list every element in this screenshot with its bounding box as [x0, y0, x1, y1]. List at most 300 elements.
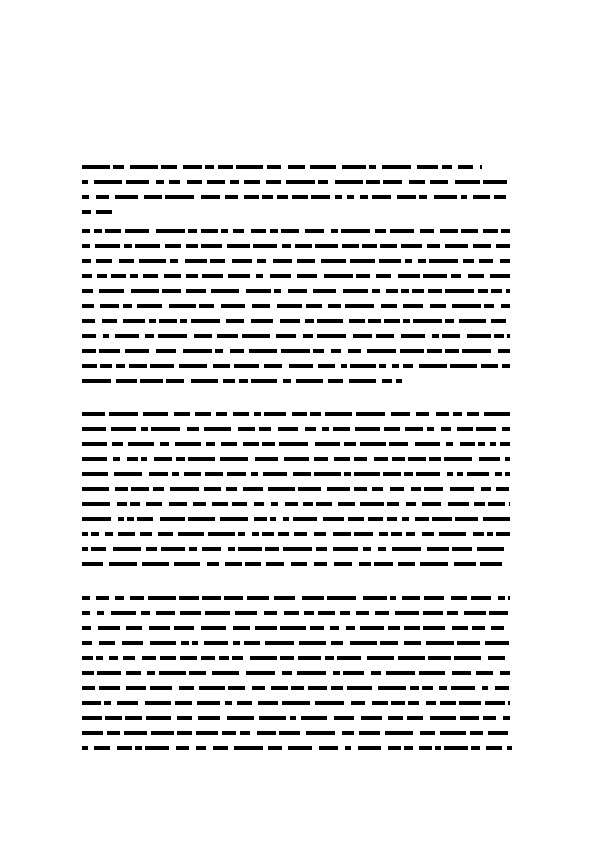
text-block [158, 334, 187, 338]
text-block [180, 656, 197, 660]
text-block [130, 274, 138, 278]
text-block [490, 442, 496, 446]
text-block [193, 502, 206, 506]
text-block [259, 427, 271, 431]
text-block [327, 487, 350, 491]
text-block [82, 364, 97, 368]
text-block [321, 259, 346, 263]
text-block [434, 195, 457, 199]
text-block [344, 442, 356, 446]
text-block [478, 289, 488, 293]
text-block [340, 611, 350, 615]
text-block [201, 656, 215, 660]
text-block [404, 746, 413, 750]
text-block [410, 686, 419, 690]
text-block [347, 195, 354, 199]
text-block [478, 442, 485, 446]
text-block [328, 304, 341, 308]
text-block [420, 562, 448, 566]
text-block [451, 596, 467, 600]
doc-subheading [82, 129, 242, 133]
text-block [169, 304, 196, 308]
text-block [252, 532, 259, 536]
text-block [439, 532, 466, 536]
text-block [202, 274, 223, 278]
text-block [440, 229, 458, 233]
text-block [256, 274, 263, 278]
text-block [263, 472, 287, 476]
text-block [259, 716, 286, 720]
text-block [489, 611, 508, 615]
text-block [467, 472, 489, 476]
text-block [141, 457, 147, 461]
text-block [327, 596, 356, 600]
text-block [292, 195, 308, 199]
text-block [262, 195, 273, 199]
text-block [91, 532, 99, 536]
text-block [111, 427, 136, 431]
text-block [404, 641, 421, 645]
text-block [257, 731, 276, 735]
text-block [310, 626, 324, 630]
text-block [406, 532, 415, 536]
text-block [467, 334, 491, 338]
text-block [115, 596, 124, 600]
text-block [476, 671, 493, 675]
text-block [501, 229, 510, 233]
text-block [189, 547, 197, 551]
text-block [249, 349, 277, 353]
text-block [112, 442, 123, 446]
text-block [477, 547, 504, 551]
text-block [82, 641, 92, 645]
text-block [278, 532, 289, 536]
text-block [146, 716, 171, 720]
text-block [95, 244, 120, 248]
text-block [402, 596, 420, 600]
text-block [323, 517, 344, 521]
text-block [314, 457, 328, 461]
text-block [96, 596, 109, 600]
text-block [270, 229, 278, 233]
text-block [156, 349, 176, 353]
text-block [181, 641, 189, 645]
text-block [472, 626, 485, 630]
paragraph-3-line [82, 472, 510, 476]
text-block [186, 289, 206, 293]
text-block [330, 626, 339, 630]
text-block [481, 364, 498, 368]
text-block [82, 716, 102, 720]
text-block [104, 701, 111, 705]
text-block [429, 457, 441, 461]
text-block [96, 210, 112, 214]
text-block [444, 457, 472, 461]
text-block [123, 656, 135, 660]
text-block [281, 229, 299, 233]
text-block [82, 259, 91, 263]
text-block [224, 596, 243, 600]
text-block [119, 259, 134, 263]
text-block [126, 686, 146, 690]
text-block [495, 686, 509, 690]
text-block [142, 562, 169, 566]
text-block [430, 180, 448, 184]
text-block [177, 731, 192, 735]
text-block [299, 641, 326, 645]
text-block [335, 195, 342, 199]
text-block [416, 412, 429, 416]
text-block [460, 716, 479, 720]
paragraph-4-line [82, 716, 510, 720]
text-block [380, 641, 398, 645]
text-block [461, 229, 478, 233]
text-block [473, 195, 490, 199]
text-block [315, 701, 344, 705]
text-block [186, 274, 198, 278]
text-block [82, 656, 93, 660]
text-block [205, 165, 214, 169]
text-block [417, 165, 438, 169]
text-block [98, 626, 120, 630]
text-block [174, 412, 190, 416]
text-block [427, 244, 440, 248]
text-block [333, 671, 340, 675]
text-block [382, 379, 392, 383]
text-block [277, 304, 302, 308]
text-block [176, 746, 189, 750]
text-block [111, 274, 126, 278]
text-block [174, 562, 200, 566]
text-block [447, 472, 453, 476]
text-block [143, 274, 158, 278]
text-block [296, 379, 323, 383]
text-block [298, 487, 321, 491]
text-block [207, 180, 225, 184]
paragraph-4-line [82, 686, 510, 690]
text-block [294, 532, 307, 536]
paragraph-4-line [82, 611, 510, 615]
text-block [175, 442, 201, 446]
text-block [401, 334, 425, 338]
text-block [140, 379, 163, 383]
paragraph-4-line [82, 656, 510, 660]
text-block [244, 180, 260, 184]
text-block [150, 686, 172, 690]
text-block [165, 195, 194, 199]
text-block [82, 671, 94, 675]
text-block [292, 412, 307, 416]
text-block [202, 596, 221, 600]
text-block [123, 304, 132, 308]
text-block [368, 517, 383, 521]
text-block [349, 319, 365, 323]
text-block [403, 364, 413, 368]
text-block [369, 165, 376, 169]
text-block [315, 244, 338, 248]
text-block [348, 349, 361, 353]
text-block [333, 532, 351, 536]
text-block [348, 517, 364, 521]
text-block [283, 379, 291, 383]
text-block [404, 626, 420, 630]
text-block [505, 472, 510, 476]
text-block [354, 472, 380, 476]
text-block [427, 547, 449, 551]
text-block [113, 457, 120, 461]
text-block [388, 626, 400, 630]
text-block [334, 562, 352, 566]
text-block [187, 180, 202, 184]
text-block [227, 472, 246, 476]
text-block [243, 442, 259, 446]
text-block [488, 502, 505, 506]
text-block [363, 596, 387, 600]
text-block [225, 195, 238, 199]
text-block [368, 319, 381, 323]
text-block [483, 180, 507, 184]
text-block [242, 334, 270, 338]
text-block [206, 442, 215, 446]
text-block [387, 502, 399, 506]
text-block [135, 746, 142, 750]
text-block [380, 244, 397, 248]
text-block [82, 442, 107, 446]
text-block [154, 457, 172, 461]
text-block [419, 746, 432, 750]
text-block [289, 364, 313, 368]
text-block [113, 547, 141, 551]
text-block [398, 656, 425, 660]
text-block [491, 319, 506, 323]
text-block [349, 379, 376, 383]
text-block [219, 656, 229, 660]
text-block [347, 686, 372, 690]
text-block [230, 349, 244, 353]
text-block [183, 165, 202, 169]
text-block [405, 259, 412, 263]
text-block [331, 229, 338, 233]
text-block [389, 442, 408, 446]
text-block [303, 502, 313, 506]
text-block [234, 746, 263, 750]
text-block [432, 517, 452, 521]
text-block [262, 532, 274, 536]
text-block [381, 304, 397, 308]
text-block [397, 195, 416, 199]
paragraph-1-line [82, 180, 510, 184]
text-block [105, 716, 122, 720]
text-block [459, 319, 486, 323]
text-block [201, 229, 218, 233]
text-block [127, 517, 134, 521]
text-block [343, 671, 364, 675]
text-block [496, 532, 510, 536]
text-block [116, 364, 125, 368]
paragraph-3-line [82, 562, 502, 566]
text-block [458, 165, 473, 169]
text-block [451, 686, 475, 690]
text-block [122, 641, 143, 645]
text-block [402, 517, 409, 521]
text-block [488, 731, 508, 735]
text-block [273, 259, 292, 263]
text-block [177, 716, 192, 720]
text-block [505, 457, 510, 461]
text-block [445, 289, 474, 293]
text-block [97, 274, 107, 278]
text-block [237, 701, 252, 705]
text-block [358, 746, 381, 750]
text-block [426, 701, 436, 705]
text-block [274, 289, 281, 293]
text-block [426, 641, 454, 645]
paragraph-1-line [82, 210, 112, 214]
text-block [245, 562, 261, 566]
text-block [502, 364, 510, 368]
text-block [278, 427, 298, 431]
text-block [374, 457, 388, 461]
text-block [302, 596, 324, 600]
text-block [442, 165, 452, 169]
text-block [244, 641, 260, 645]
text-block [238, 547, 262, 551]
text-block [188, 229, 197, 233]
text-block [109, 656, 118, 660]
text-block [111, 611, 136, 615]
paragraph-4-line [82, 596, 510, 600]
text-block [454, 656, 481, 660]
text-block [196, 746, 206, 750]
text-block [159, 671, 186, 675]
text-block [282, 244, 291, 248]
text-block [346, 626, 355, 630]
text-block [355, 427, 380, 431]
text-block [253, 244, 277, 248]
paragraph-3-line [82, 487, 510, 491]
text-block [476, 427, 496, 431]
text-block [221, 229, 228, 233]
text-block [282, 701, 310, 705]
text-block [99, 289, 124, 293]
text-block [374, 562, 393, 566]
text-block [483, 229, 498, 233]
text-block [293, 517, 317, 521]
text-block [420, 229, 434, 233]
paragraph-4-line [82, 671, 510, 675]
text-block [360, 626, 384, 630]
text-block [422, 686, 433, 690]
text-block [452, 547, 472, 551]
text-block [257, 259, 266, 263]
text-block [109, 562, 137, 566]
text-block [170, 487, 199, 491]
text-block [422, 502, 441, 506]
text-block [216, 412, 227, 416]
text-block [115, 195, 138, 199]
text-block [201, 626, 226, 630]
text-block [117, 746, 132, 750]
text-block [223, 379, 235, 383]
text-block [222, 731, 236, 735]
paragraph-2-line [82, 319, 510, 323]
text-block [148, 596, 176, 600]
paragraph-4-line [82, 731, 510, 735]
text-block [82, 562, 103, 566]
text-block [305, 319, 314, 323]
text-block [297, 671, 326, 675]
text-block [416, 472, 440, 476]
text-block [387, 517, 397, 521]
text-block [123, 319, 145, 323]
text-block [485, 701, 505, 705]
text-block [313, 349, 324, 353]
text-block [220, 517, 248, 521]
text-block [283, 517, 289, 521]
text-block [482, 686, 488, 690]
text-block [343, 289, 368, 293]
text-block [383, 472, 401, 476]
text-block [363, 547, 371, 551]
text-block [481, 487, 491, 491]
text-block [146, 502, 162, 506]
text-block [118, 517, 124, 521]
text-block [258, 701, 278, 705]
text-block [412, 289, 424, 293]
text-block [232, 259, 252, 263]
text-block [82, 289, 93, 293]
paragraph-2-line [82, 244, 510, 248]
text-block [252, 686, 265, 690]
paragraph-1-line [82, 195, 510, 199]
text-block [153, 487, 164, 491]
text-block [457, 641, 480, 645]
text-block [262, 442, 275, 446]
text-block [184, 472, 201, 476]
text-block [495, 472, 502, 476]
text-block [130, 502, 140, 506]
text-block [176, 457, 185, 461]
text-block [170, 259, 178, 263]
text-block [160, 442, 169, 446]
paragraph-2-line [82, 379, 402, 383]
text-block [318, 611, 335, 615]
text-block [82, 457, 107, 461]
paragraph-2-line [82, 334, 510, 338]
text-block [208, 532, 235, 536]
text-block [304, 611, 314, 615]
text-block [313, 289, 336, 293]
text-block [244, 195, 259, 199]
text-block [172, 472, 179, 476]
text-block [179, 596, 199, 600]
text-block [82, 731, 103, 735]
text-block [233, 229, 244, 233]
text-block [419, 195, 427, 199]
text-block [484, 304, 494, 308]
text-block [455, 180, 480, 184]
text-block [82, 304, 94, 308]
text-block [238, 427, 255, 431]
text-block [211, 289, 239, 293]
text-block [428, 656, 451, 660]
text-block [506, 289, 510, 293]
text-block [102, 319, 117, 323]
text-block [131, 487, 149, 491]
text-block [342, 244, 359, 248]
text-block [334, 716, 354, 720]
text-block [354, 457, 367, 461]
